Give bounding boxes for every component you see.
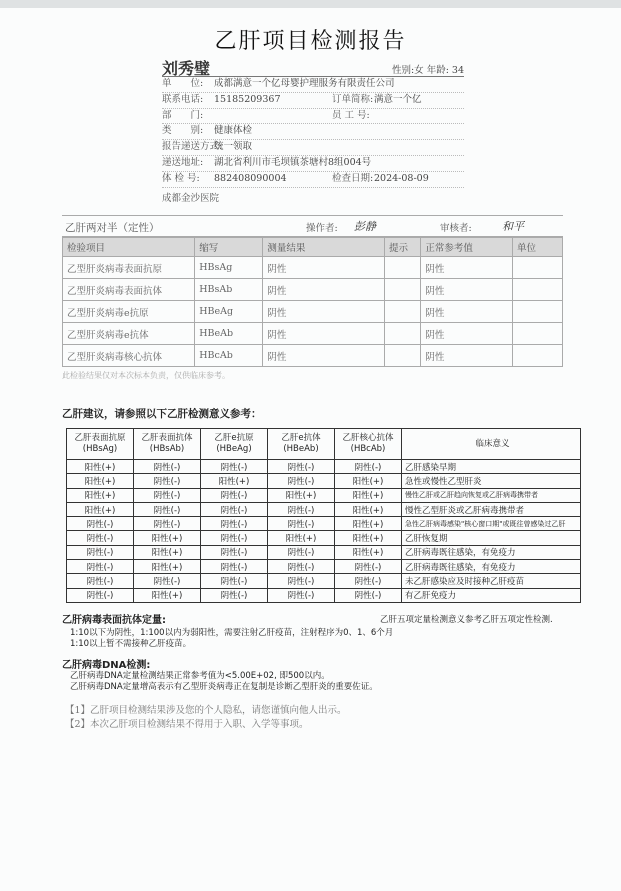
result-cell: 阴性(-) <box>335 560 402 574</box>
result-cell: 阴性(-) <box>67 588 134 602</box>
qualitative-section <box>62 215 563 381</box>
header-name: 乙肝表面抗体 <box>141 433 193 443</box>
result-cell: 阳性(+) <box>67 488 134 502</box>
info-value-2: 2024-08-09 <box>374 172 429 184</box>
info-value: 统一领取 <box>214 141 253 153</box>
result-cell: 阴性(-) <box>268 588 335 602</box>
dna-line-2: 乙肝病毒DNA定量增高表示有乙型肝炎病毒正在复制是诊断乙型肝炎的重要佐证。 <box>70 682 378 692</box>
info-value: 成都满意一个亿母婴护理服务有限责任公司 <box>214 78 395 89</box>
table-row <box>67 545 581 559</box>
table-row <box>63 279 563 301</box>
header-name: 乙肝表面抗原 <box>74 433 126 443</box>
table1-cell: 阴性 <box>421 345 513 367</box>
info-value: 健康体检 <box>214 125 253 137</box>
table-row <box>67 460 581 474</box>
result-cell: 阴性(-) <box>67 517 134 531</box>
advice-title: 乙肝建议，请参照以下乙肝检测意义参考： <box>62 408 262 420</box>
reference-header-cell <box>201 429 268 460</box>
table1-header-bar <box>62 215 563 237</box>
table1-cell: HBeAb <box>195 323 263 345</box>
info-label-2: 检查日期: <box>332 172 374 184</box>
report-title: 乙肝项目检测报告 <box>214 29 407 54</box>
table1-cell <box>385 301 421 323</box>
reference-header-cell <box>268 429 335 460</box>
reference-table <box>66 428 581 603</box>
info-row <box>162 156 464 172</box>
result-cell: 阳性(+) <box>134 545 201 559</box>
info-label-2: 订单简称: <box>332 93 374 105</box>
table1-header-cell: 缩写 <box>195 238 263 257</box>
table1-cell <box>385 257 421 279</box>
patient-name: 刘秀璧 <box>162 59 211 78</box>
info-label: 类 别: <box>162 125 204 137</box>
result-cell: 阴性(-) <box>134 488 201 502</box>
reviewer-label: 审核者: <box>440 223 472 234</box>
result-cell: 阴性(-) <box>201 560 268 574</box>
table1-cell: HBeAg <box>195 301 263 323</box>
result-cell: 阴性(-) <box>268 517 335 531</box>
reviewer-signature: 和平 <box>502 220 524 233</box>
result-cell: 阴性(-) <box>335 460 402 474</box>
reference-header-cell <box>134 429 201 460</box>
clinical-meaning-cell: 急性或慢性乙型肝炎 <box>402 474 581 488</box>
table1-label: 乙肝两对半（定性） <box>65 222 160 234</box>
result-cell: 阴性(-) <box>134 502 201 516</box>
clinical-meaning-cell: 乙肝病毒既往感染，有免疫力 <box>402 545 581 559</box>
top-border <box>0 0 621 8</box>
reference-header-cell <box>335 429 402 460</box>
table-row <box>67 531 581 545</box>
quant-text <box>70 628 393 650</box>
result-cell: 阳性(+) <box>335 474 402 488</box>
table-row <box>67 488 581 502</box>
table1-cell: 阴性 <box>263 301 385 323</box>
clinical-meaning-cell: 慢性乙型肝炎或乙肝病毒携带者 <box>402 502 581 516</box>
table1-cell: 阴性 <box>421 257 513 279</box>
table1-cell: HBcAb <box>195 345 263 367</box>
result-cell: 阴性(-) <box>201 488 268 502</box>
result-cell: 阴性(-) <box>134 474 201 488</box>
result-cell: 阳性(+) <box>335 545 402 559</box>
header-abbr: (HBsAb) <box>149 444 185 454</box>
table1-cell: 阴性 <box>421 279 513 301</box>
qualitative-table <box>62 237 563 367</box>
info-row <box>162 172 464 188</box>
result-cell: 阴性(-) <box>335 574 402 588</box>
table1-cell: 阴性 <box>263 345 385 367</box>
result-cell: 阴性(-) <box>67 574 134 588</box>
result-cell: 阴性(-) <box>201 517 268 531</box>
table-row <box>67 574 581 588</box>
patient-info <box>162 56 464 204</box>
reference-header-cell <box>402 429 581 460</box>
table1-cell: 乙型肝炎病毒e抗原 <box>63 301 195 323</box>
result-cell: 阴性(-) <box>67 531 134 545</box>
result-cell: 阴性(-) <box>268 474 335 488</box>
info-label: 单 位: <box>162 78 204 89</box>
hospital-name: 成都金沙医院 <box>162 192 220 204</box>
table-row <box>67 588 581 602</box>
dna-line-1: 乙肝病毒DNA定量检测结果正常参考值为<5.00E+02, 即500以内。 <box>70 671 330 681</box>
table1-cell: HBsAg <box>195 257 263 279</box>
table-row <box>67 517 581 531</box>
table-row <box>67 502 581 516</box>
table1-cell: 阴性 <box>263 257 385 279</box>
info-value: 882408090004 <box>214 172 287 184</box>
clinical-meaning-cell: 未乙肝感染应及时接种乙肝疫苗 <box>402 574 581 588</box>
result-cell: 阳性(+) <box>134 560 201 574</box>
table1-cell: 乙型肝炎病毒e抗体 <box>63 323 195 345</box>
result-cell: 阳性(+) <box>268 531 335 545</box>
clinical-meaning-cell: 乙肝感染早期 <box>402 460 581 474</box>
result-cell: 阴性(-) <box>201 502 268 516</box>
table1-cell <box>513 301 563 323</box>
header-abbr: (HBeAg) <box>216 444 252 454</box>
quant-reference: 乙肝五项定量检测意义参考乙肝五项定性检测. <box>380 615 553 625</box>
result-cell: 阴性(-) <box>201 574 268 588</box>
table-row <box>63 345 563 367</box>
result-cell: 阴性(-) <box>268 560 335 574</box>
name-row <box>162 56 464 77</box>
quant-title: 乙肝病毒表面抗体定量: <box>62 615 166 626</box>
table1-cell: 乙型肝炎病毒表面抗原 <box>63 257 195 279</box>
result-cell: 阴性(-) <box>268 545 335 559</box>
info-row <box>162 77 464 93</box>
clinical-meaning-cell: 慢性乙肝或乙肝趋向恢复或乙肝病毒携带者 <box>402 488 581 502</box>
table1-cell: 阴性 <box>421 323 513 345</box>
table-row <box>63 257 563 279</box>
gender-age: 性别:女 年龄: 34 <box>391 65 464 76</box>
table1-cell <box>513 257 563 279</box>
result-cell: 阴性(-) <box>201 531 268 545</box>
table-row <box>67 560 581 574</box>
dna-title: 乙肝病毒DNA检测: <box>62 660 151 671</box>
table1-cell <box>385 323 421 345</box>
result-cell: 阴性(-) <box>67 560 134 574</box>
quant-line-2: 1:10以上暂不需接种乙肝疫苗。 <box>70 639 192 649</box>
table1-header-cell: 检验项目 <box>63 238 195 257</box>
clinical-meaning-cell: 有乙肝免疫力 <box>402 588 581 602</box>
info-row <box>162 124 464 140</box>
result-cell: 阴性(-) <box>134 460 201 474</box>
header-name: 乙肝e抗体 <box>281 433 321 443</box>
info-value: 15185209367 <box>214 93 281 105</box>
result-cell: 阳性(+) <box>268 488 335 502</box>
result-cell: 阳性(+) <box>335 531 402 545</box>
info-row <box>162 140 464 156</box>
info-value-2: 满意一个亿 <box>374 93 422 105</box>
result-cell: 阴性(-) <box>134 517 201 531</box>
table1-cell: 阴性 <box>263 279 385 301</box>
info-label: 体 检 号: <box>162 172 200 184</box>
table1-header-cell: 提示 <box>385 238 421 257</box>
info-value: 湖北省利川市毛坝镇茶塘村8组004号 <box>214 156 372 168</box>
result-cell: 阴性(-) <box>201 460 268 474</box>
header-name: 乙肝e抗原 <box>214 433 254 443</box>
info-row <box>162 93 464 109</box>
header-abbr: (HBcAb) <box>350 444 386 454</box>
table-row <box>67 474 581 488</box>
reference-header-cell <box>67 429 134 460</box>
info-label: 递送地址: <box>162 156 204 168</box>
result-cell: 阳性(+) <box>67 502 134 516</box>
header-abbr: (HBeAb) <box>283 444 319 454</box>
table1-header-cell: 正常参考值 <box>421 238 513 257</box>
footnote-1: 【1】乙肝项目检测结果涉及您的个人隐私，请您谨慎向他人出示。 <box>65 705 347 716</box>
result-cell: 阴性(-) <box>201 588 268 602</box>
result-cell: 阴性(-) <box>268 574 335 588</box>
result-cell: 阳性(+) <box>134 531 201 545</box>
result-cell: 阳性(+) <box>335 517 402 531</box>
result-cell: 阴性(-) <box>201 545 268 559</box>
footnote-2: 【2】本次乙肝项目检测结果不得用于入职、入学等事项。 <box>65 719 309 730</box>
info-label: 部 门: <box>162 109 204 121</box>
footnotes <box>65 704 347 732</box>
table1-cell <box>513 345 563 367</box>
result-cell: 阴性(-) <box>134 574 201 588</box>
result-cell: 阳性(+) <box>67 460 134 474</box>
table1-header-cell: 测量结果 <box>263 238 385 257</box>
table1-note: 此检验结果仅对本次标本负责，仅供临床参考。 <box>62 371 230 380</box>
table1-cell: 乙型肝炎病毒核心抗体 <box>63 345 195 367</box>
result-cell: 阳性(+) <box>67 474 134 488</box>
clinical-meaning-cell: 乙肝病毒既往感染，有免疫力 <box>402 560 581 574</box>
table1-cell <box>385 279 421 301</box>
result-cell: 阳性(+) <box>201 474 268 488</box>
clinical-meaning-cell: 乙肝恢复期 <box>402 531 581 545</box>
table-row <box>63 323 563 345</box>
info-label: 联系电话: <box>162 93 204 105</box>
result-cell: 阳性(+) <box>335 502 402 516</box>
info-label: 报告递送方式: <box>162 141 223 153</box>
table1-cell <box>513 279 563 301</box>
table1-cell: 乙型肝炎病毒表面抗体 <box>63 279 195 301</box>
clinical-meaning-cell: 急性乙肝病毒感染"核心窗口期"或既往曾感染过乙肝 <box>402 517 581 531</box>
result-cell: 阴性(-) <box>335 588 402 602</box>
table1-cell <box>513 323 563 345</box>
table1-cell: HBsAb <box>195 279 263 301</box>
quant-line-1: 1:10以下为阴性，1:100以内为弱阳性，需要注射乙肝疫苗，注射程序为0、1、6个月 <box>70 628 394 638</box>
result-cell: 阴性(-) <box>268 460 335 474</box>
table1-header-row <box>63 238 563 257</box>
info-row <box>162 109 464 125</box>
table-row <box>63 301 563 323</box>
header-abbr: (HBsAg) <box>82 444 118 454</box>
result-cell: 阴性(-) <box>67 545 134 559</box>
table1-header-cell: 单位 <box>513 238 563 257</box>
table1-cell: 阴性 <box>263 323 385 345</box>
operator-label: 操作者: <box>306 223 338 234</box>
result-cell: 阳性(+) <box>335 488 402 502</box>
header-name: 临床意义 <box>475 438 510 449</box>
table1-cell: 阴性 <box>421 301 513 323</box>
result-cell: 阴性(-) <box>268 502 335 516</box>
header-name: 乙肝核心抗体 <box>342 433 394 443</box>
reference-header-row <box>67 429 581 460</box>
dna-text <box>70 671 378 693</box>
operator-signature: 彭静 <box>354 220 376 233</box>
result-cell: 阳性(+) <box>134 588 201 602</box>
info-label-2: 员 工 号: <box>332 109 370 121</box>
table1-cell <box>385 345 421 367</box>
